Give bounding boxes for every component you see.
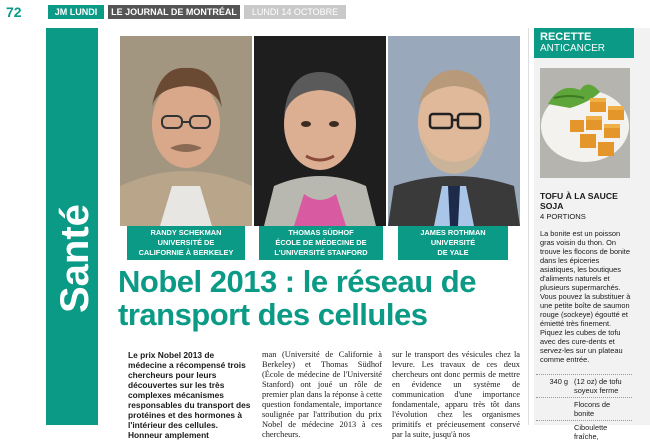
article-column-2: man (Université de Californie à Berkeley) et Thomas Südhof (École de médecine de l'Université Stanford) ont joué un rôle de premier plan dans la réponse à cette question fondamentale, importance soulignée par l'attribution du prix Nobel de médecine 2013 à ces chercheurs. (262, 350, 382, 439)
ingredient-row (536, 374, 632, 397)
article-lede: Le prix Nobel 2013 de médecine a récompensé trois chercheurs pour leurs découvertes sur les très complexes mécanismes responsables du transport des protéines et des hormones à l'intérieur des cellules. Honneur amplement (128, 350, 251, 440)
ingredient-name: Flocons de bonite (574, 400, 611, 418)
ingredient-quantity (536, 423, 574, 441)
ingredients-list (536, 374, 632, 443)
caption-name: RANDY SCHEKMAN (150, 228, 222, 237)
caption-affiliation: L'UNIVERSITÉ STANFORD (274, 248, 368, 257)
recipe-label: RECETTE (540, 31, 592, 43)
photo-james-rothman (388, 36, 520, 226)
ingredient-row (536, 420, 632, 443)
recipe-sublabel: ANTICANCER (540, 43, 606, 54)
caption-affiliation: DE YALE (437, 248, 469, 257)
section-title (53, 185, 97, 313)
recipe-header (534, 28, 634, 58)
newspaper-name: LE JOURNAL DE MONTRÉAL (108, 5, 240, 19)
ingredient-row (536, 397, 632, 420)
brand-tag: JM LUNDI (48, 5, 104, 19)
page-header (0, 0, 650, 31)
section-title-text: Santé (53, 204, 97, 313)
issue-date: LUNDI 14 OCTOBRE 2013 (244, 5, 346, 19)
ingredient-quantity: 340 g (549, 377, 568, 386)
photo-randy-schekman (120, 36, 252, 226)
caption-thomas-sudhof (259, 226, 383, 260)
page-number: 72 (4, 3, 42, 21)
column-divider (528, 28, 529, 425)
caption-name: JAMES ROTHMAN (420, 228, 486, 237)
caption-randy-schekman (127, 226, 245, 260)
recipe-photo (540, 68, 630, 178)
laureate-photos (108, 36, 524, 226)
recipe-portions: 4 PORTIONS (540, 212, 586, 221)
caption-affiliation: ÉCOLE DE MÉDECINE DE (275, 238, 367, 247)
photo-thomas-sudhof (254, 36, 386, 226)
caption-name: THOMAS SÜDHOF (288, 228, 354, 237)
recipe-description: La bonite est un poisson gras voisin du thon. On trouve les flocons de bonite dans les épiceries asiatiques, les boutiques d'aliments naturels et plusieurs supermarchés. Vous pouvez la substituer à une petite boîte de saumon rouge (sockeye) égoutté et émietté très finement. Piquez les cubes de tofu avec des cure-dents et servez-les sur un plateau comme entrée. (540, 229, 631, 364)
article-headline: Nobel 2013 : le réseau de transport des cellules (118, 264, 476, 332)
article-column-3: sur le transport des vésicules chez la levure. Les travaux de ces deux chercheurs ont donc permis de mettre en évidence un système de communication d'une importance fondamentale, apparu très tôt dans l'évolution chez les organismes primitifs et précieusement conservé par la suite, jusqu'à nos (392, 350, 520, 439)
caption-affiliation: UNIVERSITÉ (430, 238, 476, 247)
ingredient-quantity (536, 400, 574, 418)
caption-james-rothman (398, 226, 508, 260)
caption-affiliation: UNIVERSITÉ DE (157, 238, 215, 247)
recipe-title: TOFU À LA SAUCE SOJA (540, 191, 618, 211)
ingredient-name: Ciboulette fraîche, (574, 423, 608, 441)
ingredient-name: (12 oz) de tofu soyeux ferme (574, 377, 622, 395)
caption-affiliation: CALIFORNIE À BERKELEY (138, 248, 234, 257)
